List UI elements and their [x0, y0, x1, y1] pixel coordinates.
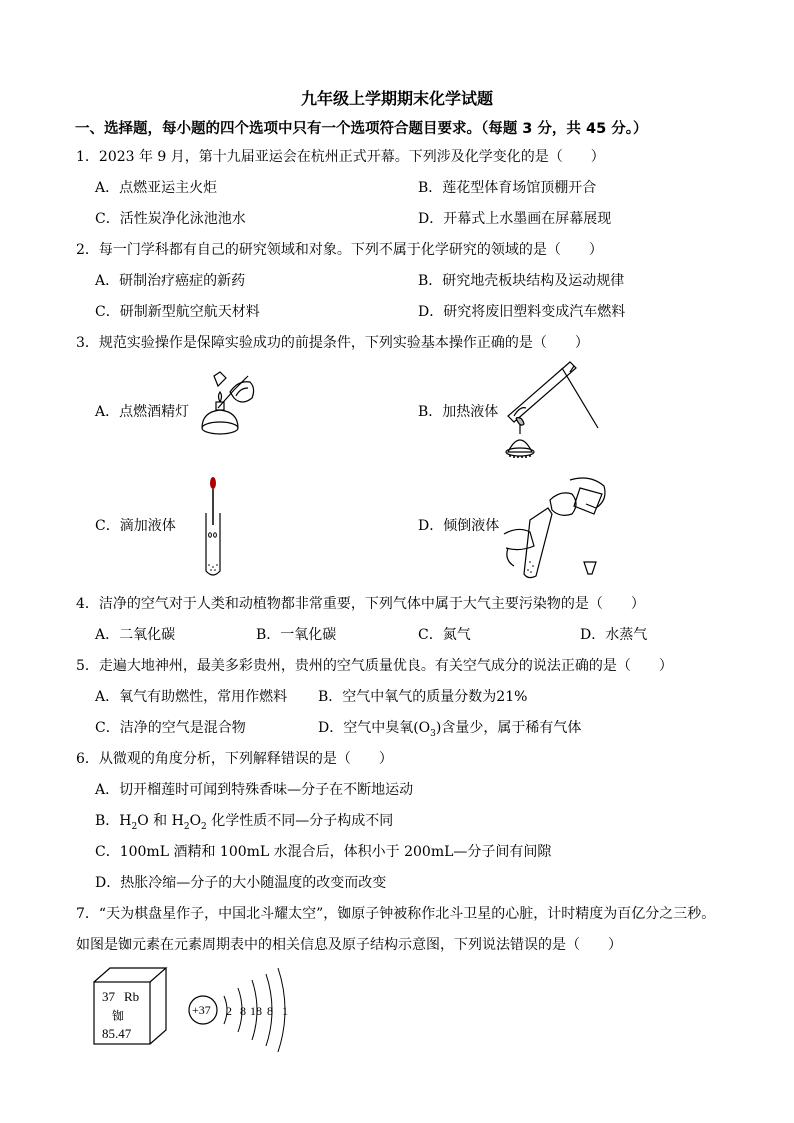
q3-option-a: A．点燃酒精灯 — [95, 404, 190, 420]
question-2-stem: 2．每一门学科都有自己的研究领域和对象。下列不属于化学研究的领域的是（ ） — [76, 242, 603, 258]
dropping-liquid-illustration — [198, 475, 228, 581]
q2-option-a: A．研制治疗癌症的新药 — [95, 273, 246, 289]
section-heading: 一、选择题，每小题的四个选项中只有一个选项符合题目要求。（每题 3 分，共 45 分。） — [75, 121, 648, 137]
heating-liquid-illustration — [500, 358, 610, 464]
shell-1-electrons: 2 — [226, 1004, 232, 1018]
question-7-stem: 7．“天为棋盘星作子，中国北斗耀太空”，铷原子钟被称作北斗卫星的心脏，计时精度为百亿分之三秒。 — [76, 906, 716, 922]
rubidium-element-card — [92, 966, 172, 1048]
question-1-stem: 1．2023 年 9 月，第十九届亚运会在杭州正式开幕。下列涉及化学变化的是（ ） — [76, 149, 605, 165]
question-4-stem: 4．洁净的空气对于人类和动植物都非常重要，下列气体中属于大气主要污染物的是（ ） — [76, 596, 645, 612]
lighting-alcohol-lamp-illustration — [190, 368, 260, 440]
q2-option-c: C．研制新型航空航天材料 — [95, 304, 260, 320]
q4-option-c: C．氮气 — [418, 627, 471, 643]
element-atomic-mass: 85.47 — [102, 1026, 132, 1041]
rubidium-atom-structure-diagram — [186, 962, 296, 1052]
q5-option-b: B．空气中氧气的质量分数为21% — [318, 689, 528, 705]
pouring-liquid-illustration — [500, 470, 612, 582]
question-6-stem: 6．从微观的角度分析，下列解释错误的是（ ） — [76, 751, 393, 767]
q5-option-c: C．洁净的空气是混合物 — [95, 720, 246, 736]
q2-option-b: B．研究地壳板块结构及运动规律 — [418, 273, 625, 289]
question-7-stem-continued: 如图是铷元素在元素周期表中的相关信息及原子结构示意图，下列说法错误的是（ ） — [76, 937, 622, 953]
q3-option-d: D．倾倒液体 — [418, 518, 500, 534]
shell-4-electrons: 8 — [267, 1004, 273, 1018]
nucleus-charge: +37 — [192, 1003, 211, 1017]
q5-option-d: D．空气中臭氧$(O_3)$含量少，属于稀有气体 — [318, 720, 582, 739]
shell-3-electrons: 18 — [250, 1004, 262, 1018]
q3-option-b: B．加热液体 — [418, 404, 499, 420]
q6-option-b: B．$H_2O$ 和 $H_2O_2$ 化学性质不同—分子构成不同 — [95, 813, 394, 832]
q6-option-d: D．热胀冷缩—分子的大小随温度的改变而改变 — [95, 875, 387, 891]
q1-option-a: A．点燃亚运主火炬 — [95, 180, 218, 196]
q4-option-a: A．二氧化碳 — [95, 627, 176, 643]
q1-option-d: D．开幕式上水墨画在屏幕展现 — [418, 211, 612, 227]
element-atomic-number: 37 — [102, 989, 115, 1004]
element-name: 铷 — [112, 1009, 125, 1023]
q4-option-b: B．一氧化碳 — [256, 627, 337, 643]
shell-2-electrons: 8 — [240, 1004, 246, 1018]
q6-option-a: A．切开榴莲时可闻到特殊香味—分子在不断地运动 — [95, 782, 414, 798]
q4-option-d: D．水蒸气 — [580, 627, 648, 643]
q2-option-d: D．研究将废旧塑料变成汽车燃料 — [418, 304, 626, 320]
q5-option-a: A．氧气有助燃性，常用作燃料 — [95, 689, 288, 705]
shell-5-electrons: 1 — [282, 1004, 288, 1018]
element-symbol: Rb — [124, 989, 140, 1004]
question-3-stem: 3．规范实验操作是保障实验成功的前提条件，下列实验基本操作正确的是（ ） — [76, 335, 589, 351]
page-title: 九年级上学期期末化学试题 — [300, 89, 493, 108]
q3-option-c: C．滴加液体 — [95, 518, 176, 534]
question-5-stem: 5．走遍大地神州，最美多彩贵州，贵州的空气质量优良。有关空气成分的说法正确的是（ ） — [76, 658, 673, 674]
q1-option-c: C．活性炭净化泳池池水 — [95, 211, 246, 227]
q6-option-c: C．100mL 酒精和 100mL 水混合后，体积小于 200mL—分子间有间隙 — [95, 844, 552, 860]
q1-option-b: B．莲花型体育场馆顶棚开合 — [418, 180, 597, 196]
